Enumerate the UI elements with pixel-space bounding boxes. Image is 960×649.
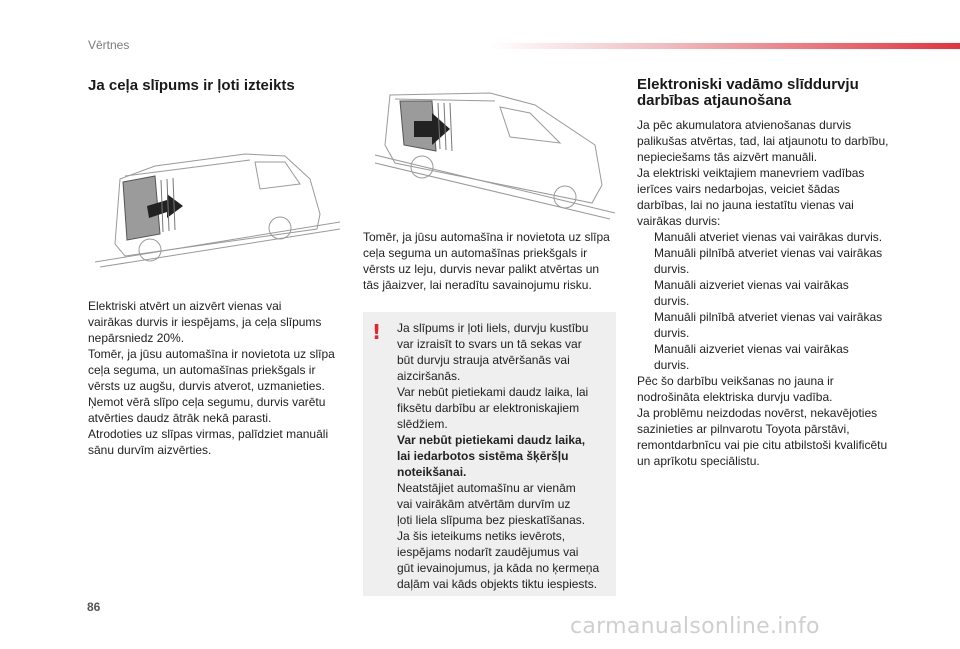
warning-line: Ja slīpums ir ļoti liels, durvju kustību: [397, 321, 589, 335]
warning-text: [397, 320, 609, 592]
step-line: durvis.: [654, 262, 690, 276]
warning-line: vai vairākām atvērtām durvīm uz: [397, 497, 571, 511]
warning-box: [363, 312, 616, 596]
right-outro-line: Ja problēmu neizdodas novērst, nekavējoties: [637, 406, 878, 420]
step-line: Manuāli atveriet vienas vai vairākas durvis.: [654, 230, 883, 244]
warning-bold-line: Var nebūt pietiekami daudz laika,: [397, 433, 586, 447]
footer-watermark: carmanualsonline.info: [570, 614, 820, 639]
warning-bold-line: lai iedarbotos sistēma šķēršļu: [397, 449, 569, 463]
right-outro-line: remontdarbnīcu vai pie citu atbilstoši kvalificētu: [637, 438, 888, 452]
warning-line: slēdžiem.: [397, 417, 448, 431]
step-line: Manuāli aizveriet vienas vai vairākas: [654, 278, 849, 292]
left-line: sānu durvīm aizvērties.: [88, 443, 212, 457]
middle-paragraph: [363, 229, 618, 293]
page-number: 86: [87, 600, 101, 614]
left-line: Elektriski atvērt un aizvērt vienas vai: [88, 299, 282, 313]
warning-line: būt durvju strauja atvēršanās vai: [397, 353, 570, 367]
right-heading-line1: Elektroniski vadāmo slīddurvju: [637, 76, 859, 93]
van-uphill-illustration: [95, 134, 345, 269]
middle-line: Tomēr, ja jūsu automašīna ir novietota uz slīpa: [363, 230, 610, 244]
left-paragraph: [88, 298, 358, 458]
middle-line: ceļa seguma un automašīnas priekšgals ir: [363, 246, 588, 260]
warning-line: ļoti liela slīpuma bez pieskatīšanas.: [397, 513, 586, 527]
step-item: [637, 229, 899, 245]
warning-bold-line: noteikšanai.: [397, 465, 467, 479]
right-outro-line: sazinieties ar pilnvarotu Toyota pārstāvi,: [637, 422, 850, 436]
left-line: Atrodoties uz slīpas virmas, palīdziet manuāli: [88, 427, 329, 441]
step-line: durvis.: [654, 294, 690, 308]
step-item: [637, 309, 899, 341]
right-intro-line: nepieciešams tās aizvērt manuāli.: [637, 150, 818, 164]
right-heading-line2: darbības atjaunošana: [637, 92, 792, 109]
right-outro-line: un aprīkotu speciālistu.: [637, 454, 760, 468]
warning-exclamation-icon: !: [372, 320, 382, 344]
left-line: vērsts uz augšu, durvis atverot, uzmanieties.: [88, 379, 325, 393]
right-outro-line: Pēc šo darbību veikšanas no jauna ir: [637, 374, 834, 388]
van-uphill-drawing: [95, 134, 345, 269]
warning-line: Ja šis ieteikums netiks ievērots,: [397, 529, 566, 543]
step-item: [637, 341, 899, 373]
warning-line: var izraisīt to svars un tā sekas var: [397, 337, 582, 351]
header-accent-bar: [490, 43, 960, 49]
van-downhill-drawing: [370, 85, 620, 220]
left-line: vairākas durvis ir iespējams, ja ceļa slīpums: [88, 315, 322, 329]
left-line: Ņemot vērā slīpo ceļa segumu, durvis varētu: [88, 395, 326, 409]
left-line: nepārsniedz 20%.: [88, 331, 185, 345]
warning-line: iespējams nodarīt zaudējumus vai: [397, 545, 579, 559]
header-section-label: Vērtnes: [88, 38, 130, 52]
warning-line: fiksētu darbību ar elektroniskajiem: [397, 401, 580, 415]
step-line: durvis.: [654, 326, 690, 340]
left-line: Tomēr, ja jūsu automašīna ir novietota uz slīpa: [88, 347, 335, 361]
right-intro-line: palikušas atvērtas, tad, lai atjaunotu to darbību,: [637, 134, 889, 148]
warning-line: daļām vai kāds objekts tiktu iespiests.: [397, 577, 598, 591]
front-wheel: [554, 186, 576, 208]
right-intro-line: vairākas durvis:: [637, 214, 721, 228]
step-line: Manuāli aizveriet vienas vai vairākas: [654, 342, 849, 356]
van-window-outline: [500, 107, 560, 143]
right-intro-line: ierīces vairs nedarbojas, veiciet šādas: [637, 182, 840, 196]
left-line: atvērties daudz ātrāk nekā parasti.: [88, 411, 272, 425]
right-intro-line: darbības, lai no jauna iestatītu vienas vai: [637, 198, 854, 212]
left-line: ceļa seguma, un automašīnas priekšgals ir: [88, 363, 316, 377]
right-heading: [637, 77, 907, 109]
middle-line: tās jāaizver, lai neradītu savainojumu risku.: [363, 278, 592, 292]
left-heading: Ja ceļa slīpums ir ļoti izteikts: [88, 77, 295, 94]
rear-wheel: [139, 239, 161, 261]
right-intro-line: Ja elektriski veiktajiem manevriem vadības: [637, 166, 865, 180]
step-line: Manuāli pilnībā atveriet vienas vai vairākas: [654, 310, 883, 324]
door-rail-line: [125, 160, 250, 176]
front-wheel: [269, 217, 291, 239]
warning-line: aizciršanās.: [397, 369, 461, 383]
step-item: [637, 277, 899, 309]
right-intro-line: Ja pēc akumulatora atvienošanas durvis: [637, 118, 852, 132]
van-downhill-illustration: [370, 85, 620, 220]
step-line: Manuāli pilnībā atveriet vienas vai vairākas: [654, 246, 883, 260]
van-window-outline: [255, 162, 300, 189]
step-line: durvis.: [654, 358, 690, 372]
right-paragraph: [637, 117, 899, 469]
right-outro-line: nodrošināta elektriska durvju vadība.: [637, 390, 833, 404]
warning-line: gūt ievainojumus, ja kāda no ķermeņa: [397, 561, 600, 575]
step-item: [637, 245, 899, 277]
warning-line: Neatstājiet automašīnu ar vienām: [397, 481, 576, 495]
warning-line: Var nebūt pietiekami daudz laika, lai: [397, 385, 589, 399]
middle-line: vērsts uz leju, durvis nevar palikt atvērtas un: [363, 262, 600, 276]
